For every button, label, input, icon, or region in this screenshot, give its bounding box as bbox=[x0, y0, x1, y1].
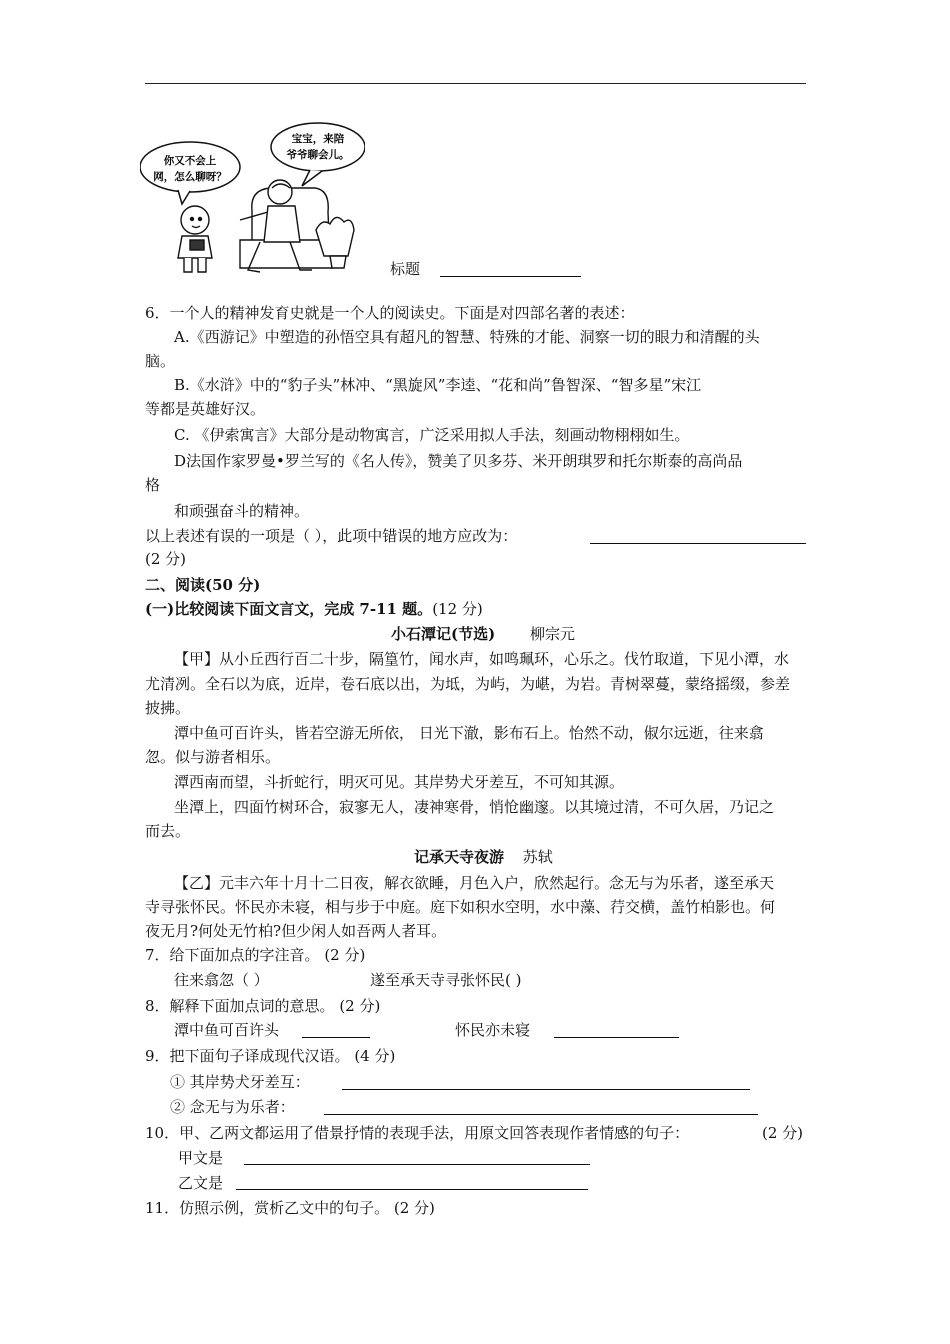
section2-subheading-score: (12 分) bbox=[432, 600, 483, 618]
bubble-right-text-2: 爷爷聊会儿。 bbox=[286, 149, 350, 161]
q6-option-b-line2: 等都是英雄好汉。 bbox=[145, 400, 266, 418]
q9-item1-answer-line[interactable] bbox=[342, 1089, 750, 1090]
bubble-right-text-1: 宝宝，来陪 bbox=[291, 133, 345, 145]
q6-option-b-line1: B.《水浒》中的“豹子头”林冲、“黑旋风”李逵、“花和尚”鲁智深、“智多星”宋江 bbox=[174, 376, 702, 394]
passage2-line2: 寺寻张怀民。怀民亦未寝，相与步于中庭。庭下如积水空明，水中藻、荇交横，盖竹柏影也。何 bbox=[145, 898, 776, 916]
q10-score: (2 分) bbox=[762, 1124, 804, 1142]
q7-stem: 7．给下面加点的字注音。 (2 分) bbox=[145, 946, 366, 964]
q8-item2-answer-line[interactable] bbox=[554, 1037, 679, 1038]
passage2-line3: 夜无月?何处无竹柏?但少闲人如吾两人者耳。 bbox=[145, 922, 447, 940]
q10-stem: 10．甲、乙两文都运用了借景抒情的表现手法，用原文回答表现作者情感的句子： bbox=[145, 1124, 690, 1142]
q10-item2: 乙文是 bbox=[178, 1174, 224, 1192]
q6-option-d-line1: D法国作家罗曼•罗兰写的《名人传》，赞美了贝多芬、米开朗琪罗和托尔斯泰的高尚品 bbox=[174, 452, 743, 470]
passage1-p3-line1: 潭西南而望，斗折蛇行，明灭可见。其岸势犬牙差互，不可知其源。 bbox=[174, 773, 625, 791]
passage2-title-row bbox=[414, 846, 553, 868]
section2-subheading-text: (一)比较阅读下面文言文，完成 7-11 题。 bbox=[145, 600, 433, 618]
q8-item1: 潭中鱼可百许头 bbox=[174, 1021, 280, 1039]
child-figure bbox=[178, 206, 212, 272]
passage2-author: 苏轼 bbox=[522, 848, 553, 866]
passage1-p2-line1: 潭中鱼可百许头，皆若空游无所依， 日光下澈，影布石上。怡然不动，俶尔远逝，往来翕 bbox=[174, 724, 764, 742]
q6-score: (2 分) bbox=[145, 550, 187, 568]
q9-item2-answer-line[interactable] bbox=[324, 1114, 758, 1115]
q10-item2-answer-line[interactable] bbox=[236, 1189, 588, 1190]
passage1-title: 小石潭记(节选) bbox=[391, 625, 496, 643]
speech-bubble-right bbox=[271, 123, 365, 171]
grandpa-figure bbox=[240, 180, 354, 272]
q7-item2[interactable]: 遂至承天寺寻张怀民( ) bbox=[370, 971, 522, 989]
speech-bubble-left bbox=[140, 142, 240, 192]
passage1-p4-line1: 坐潭上，四面竹树环合，寂寥无人，凄神寒骨，悄怆幽邃。以其境过清，不可久居，乃记之 bbox=[174, 798, 775, 816]
q9-item1: ① 其岸势犬牙差互： bbox=[170, 1073, 310, 1091]
q9-stem: 9．把下面句子译成现代汉语。 (4 分) bbox=[145, 1047, 396, 1065]
passage1-author: 柳宗元 bbox=[529, 625, 575, 643]
passage1-p1-line2: 尤清冽。全石以为底，近岸，卷石底以出，为坻，为屿，为嵁，为岩。青树翠蔓，蒙络摇缀，参差 bbox=[145, 675, 791, 693]
q10-item1-answer-line[interactable] bbox=[244, 1164, 590, 1165]
q6-option-a-line1: A.《西游记》中塑造的孙悟空具有超凡的智慧、特殊的才能、洞察一切的眼力和清醒的头 bbox=[174, 328, 760, 346]
q7-item1[interactable]: 往来翕忽（ ） bbox=[174, 971, 269, 989]
header-rule bbox=[145, 83, 806, 84]
q8-item2: 怀民亦未寝 bbox=[455, 1021, 531, 1039]
q10-item1: 甲文是 bbox=[178, 1149, 224, 1167]
cartoon-illustration bbox=[140, 120, 365, 275]
q8-stem: 8．解释下面加点词的意思。 (2 分) bbox=[145, 997, 381, 1015]
title-answer-line[interactable] bbox=[440, 276, 581, 277]
bubble-left-text-1: 你又不会上 bbox=[163, 155, 217, 167]
q6-option-d-line2: 格 bbox=[145, 476, 161, 494]
q6-option-d-line3: 和顽强奋斗的精神。 bbox=[174, 502, 310, 520]
passage1-p4-line2: 而去。 bbox=[145, 822, 191, 840]
q6-option-c: C. 《伊索寓言》大部分是动物寓言，广泛采用拟人手法，刻画动物栩栩如生。 bbox=[174, 426, 690, 444]
q6-stem: 6．一个人的精神发育史就是一个人的阅读史。下面是对四部名著的表述： bbox=[145, 304, 635, 322]
passage1-p1-line3: 披拂。 bbox=[145, 699, 191, 717]
title-prompt: 标题 bbox=[390, 260, 421, 278]
section2-heading: 二、阅读(50 分) bbox=[145, 576, 261, 594]
passage1-p2-line2: 忽。似与游者相乐。 bbox=[145, 748, 281, 766]
section2-subheading bbox=[145, 598, 483, 620]
passage2-title: 记承天寺夜游 bbox=[414, 848, 505, 866]
q6-answer-line[interactable] bbox=[590, 543, 806, 544]
passage1-title-row bbox=[391, 623, 575, 645]
q6-option-a-line2: 脑。 bbox=[145, 352, 176, 370]
passage1-p1-line1: 【甲】从小丘西行百二十步，隔篁竹，闻水声，如鸣珮环，心乐之。伐竹取道，下见小潭，水 bbox=[174, 650, 790, 668]
bubble-left-text-2: 网，怎么聊呀？ bbox=[153, 171, 227, 183]
q6-answer-prompt: 以上表述有误的一项是（ ），此项中错误的地方应改为： bbox=[145, 527, 518, 545]
q11-stem: 11．仿照示例，赏析乙文中的句子。 (2 分) bbox=[145, 1199, 435, 1217]
q9-item2: ② 念无与为乐者： bbox=[170, 1098, 295, 1116]
q8-item1-answer-line[interactable] bbox=[302, 1037, 370, 1038]
passage2-line1: 【乙】元丰六年十月十二日夜，解衣欲睡，月色入户，欣然起行。念无与为乐者，遂至承天 bbox=[174, 874, 775, 892]
